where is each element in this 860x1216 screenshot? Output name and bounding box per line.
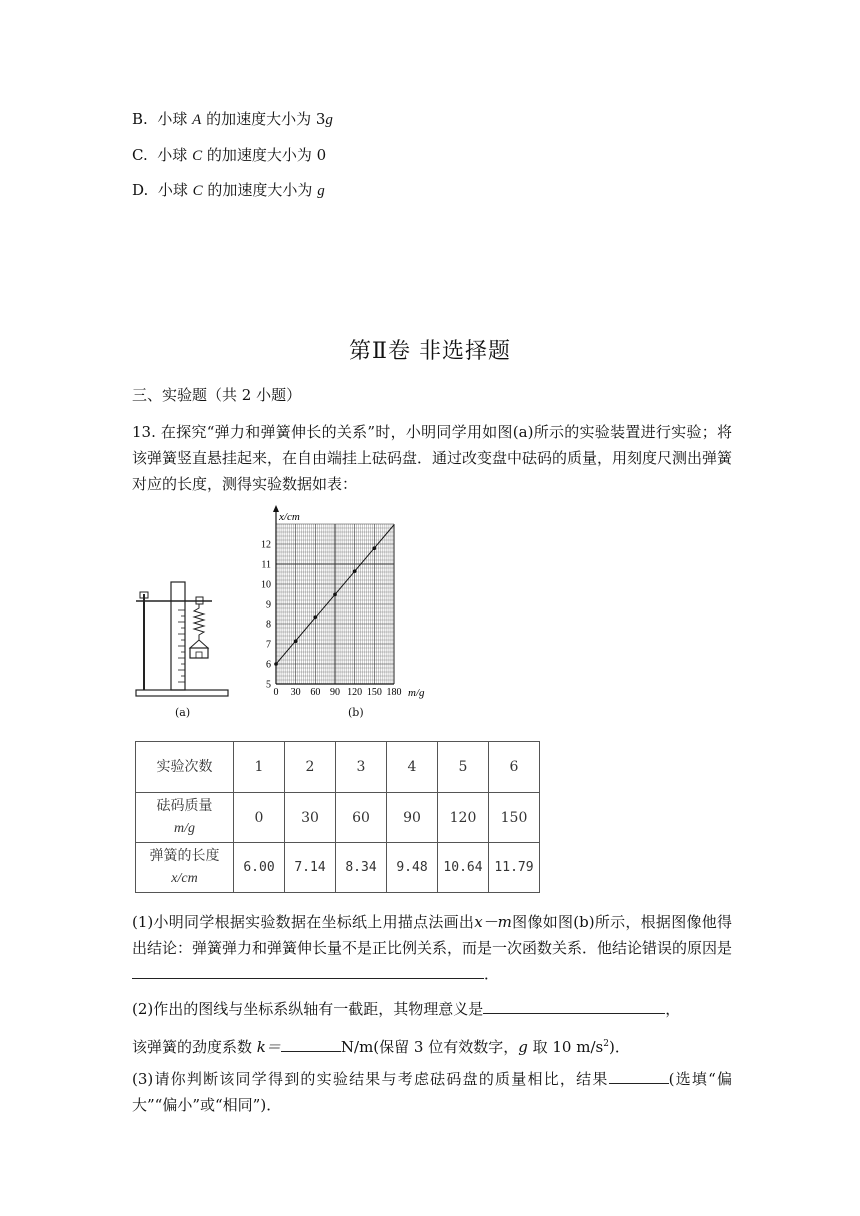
table-cell: 9.48 [387, 843, 438, 893]
sub-question-2-line1: (2)作出的图线与坐标系纵轴有一截距，其物理意义是 ， [132, 1000, 681, 1018]
question-13-intro: 13. 在探究“弹力和弹簧伸长的关系”时，小明同学用如图(a)所示的实验装置进行实验；将该弹簧竖直悬挂起来，在自由端挂上砝码盘．通过改变盘中砝码的质量，用刻度尺测出弹簧对应的长度，测得实验数据如表： [132, 423, 733, 493]
x-tick-label: 90 [330, 687, 340, 698]
table-cell: 3 [336, 742, 387, 793]
table-cell: 30 [285, 793, 336, 843]
table-cell: 6.00 [234, 843, 285, 893]
table-cell: 4 [387, 742, 438, 793]
pan-hanger [190, 640, 208, 648]
data-point [294, 639, 298, 643]
table-head-cell: 实验次数 [136, 742, 234, 793]
table-cell: 60 [336, 793, 387, 843]
chart-marks [261, 505, 402, 698]
table-cell: 8.34 [336, 843, 387, 893]
answer-blank[interactable] [483, 999, 665, 1014]
y-tick-label: 5 [266, 679, 271, 691]
option-b: B. 小球 A 的加速度大小为 3g [132, 110, 333, 128]
x-tick-label: 30 [290, 687, 301, 698]
table-row [136, 843, 540, 893]
data-point [274, 662, 278, 666]
table-head-cell: 弹簧的长度 x/cm [136, 843, 234, 893]
answer-blank[interactable] [132, 964, 484, 979]
answer-blank[interactable] [609, 1069, 669, 1084]
figure-a-label: (a) [175, 706, 191, 719]
table-cell: 90 [387, 793, 438, 843]
table-cell: 0 [234, 793, 285, 843]
section-title: 第Ⅱ卷 非选择题 [349, 339, 511, 364]
table-cell: 120 [438, 793, 489, 843]
table-cell: 2 [285, 742, 336, 793]
table-cell: 6 [489, 742, 540, 793]
y-axis-label: x/cm [279, 511, 300, 523]
data-point [333, 593, 337, 597]
y-tick-label: 6 [266, 659, 271, 671]
ruler-ticks [178, 610, 185, 682]
y-tick-label: 12 [261, 539, 271, 551]
data-point [314, 615, 318, 619]
table-cell: 11.79 [489, 843, 540, 893]
y-tick-label: 7 [266, 639, 271, 651]
table-row [136, 742, 540, 793]
grid [276, 524, 394, 684]
y-tick-label: 8 [266, 619, 271, 631]
option-c: C. 小球 C 的加速度大小为 0 [132, 146, 327, 164]
table-cell: 10.64 [438, 843, 489, 893]
figure-a-apparatus [128, 580, 238, 720]
data-point [373, 546, 377, 550]
sub-question-3: (3)请你判断该同学得到的实验结果与考虑砝码盘的质量相比，结果 (选填“偏大”“偏小”或“相同”)． [132, 1070, 732, 1114]
sub-question-1: (1)小明同学根据实验数据在坐标纸上用描点法画出x－m图像如图(b)所示，根据图像他得出结论：弹簧弹力和弹簧伸长量不是正比例关系，而是一次函数关系．他结论错误的原因是． [132, 913, 733, 983]
y-tick-label: 9 [266, 599, 271, 611]
sub-question-2-line2: 该弹簧的劲度系数 k＝ N/m(保留 3 位有效数字，g 取 10 $m/s^2$)． [132, 1038, 630, 1056]
table-cell: 150 [489, 793, 540, 843]
spring [194, 604, 204, 640]
data-point [353, 569, 357, 573]
ruler [171, 582, 185, 690]
x-axis-label: m/g [408, 687, 425, 699]
table-cell: 5 [438, 742, 489, 793]
x-tick-label: 60 [310, 687, 321, 698]
option-d: D. 小球 C 的加速度大小为 g [132, 181, 325, 199]
x-tick-label: 150 [366, 687, 382, 698]
answer-blank[interactable] [281, 1037, 341, 1052]
base-plate [136, 690, 228, 696]
table-cell: 7.14 [285, 843, 336, 893]
section-heading: 三、实验题（共 2 小题） [132, 386, 302, 404]
y-tick-label: 10 [261, 579, 271, 591]
figure-b-graph [250, 502, 450, 700]
x-tick-label: 120 [347, 687, 363, 698]
data-table [135, 741, 540, 893]
figure-b-label: (b) [348, 706, 364, 719]
x-tick-label: 0 [273, 687, 279, 698]
weight-pan [190, 648, 208, 658]
x-tick-label: 180 [386, 687, 402, 698]
y-tick-label: 11 [261, 559, 271, 571]
table-cell: 1 [234, 742, 285, 793]
table-head-cell: 砝码质量 m/g [136, 793, 234, 843]
table-row [136, 793, 540, 843]
